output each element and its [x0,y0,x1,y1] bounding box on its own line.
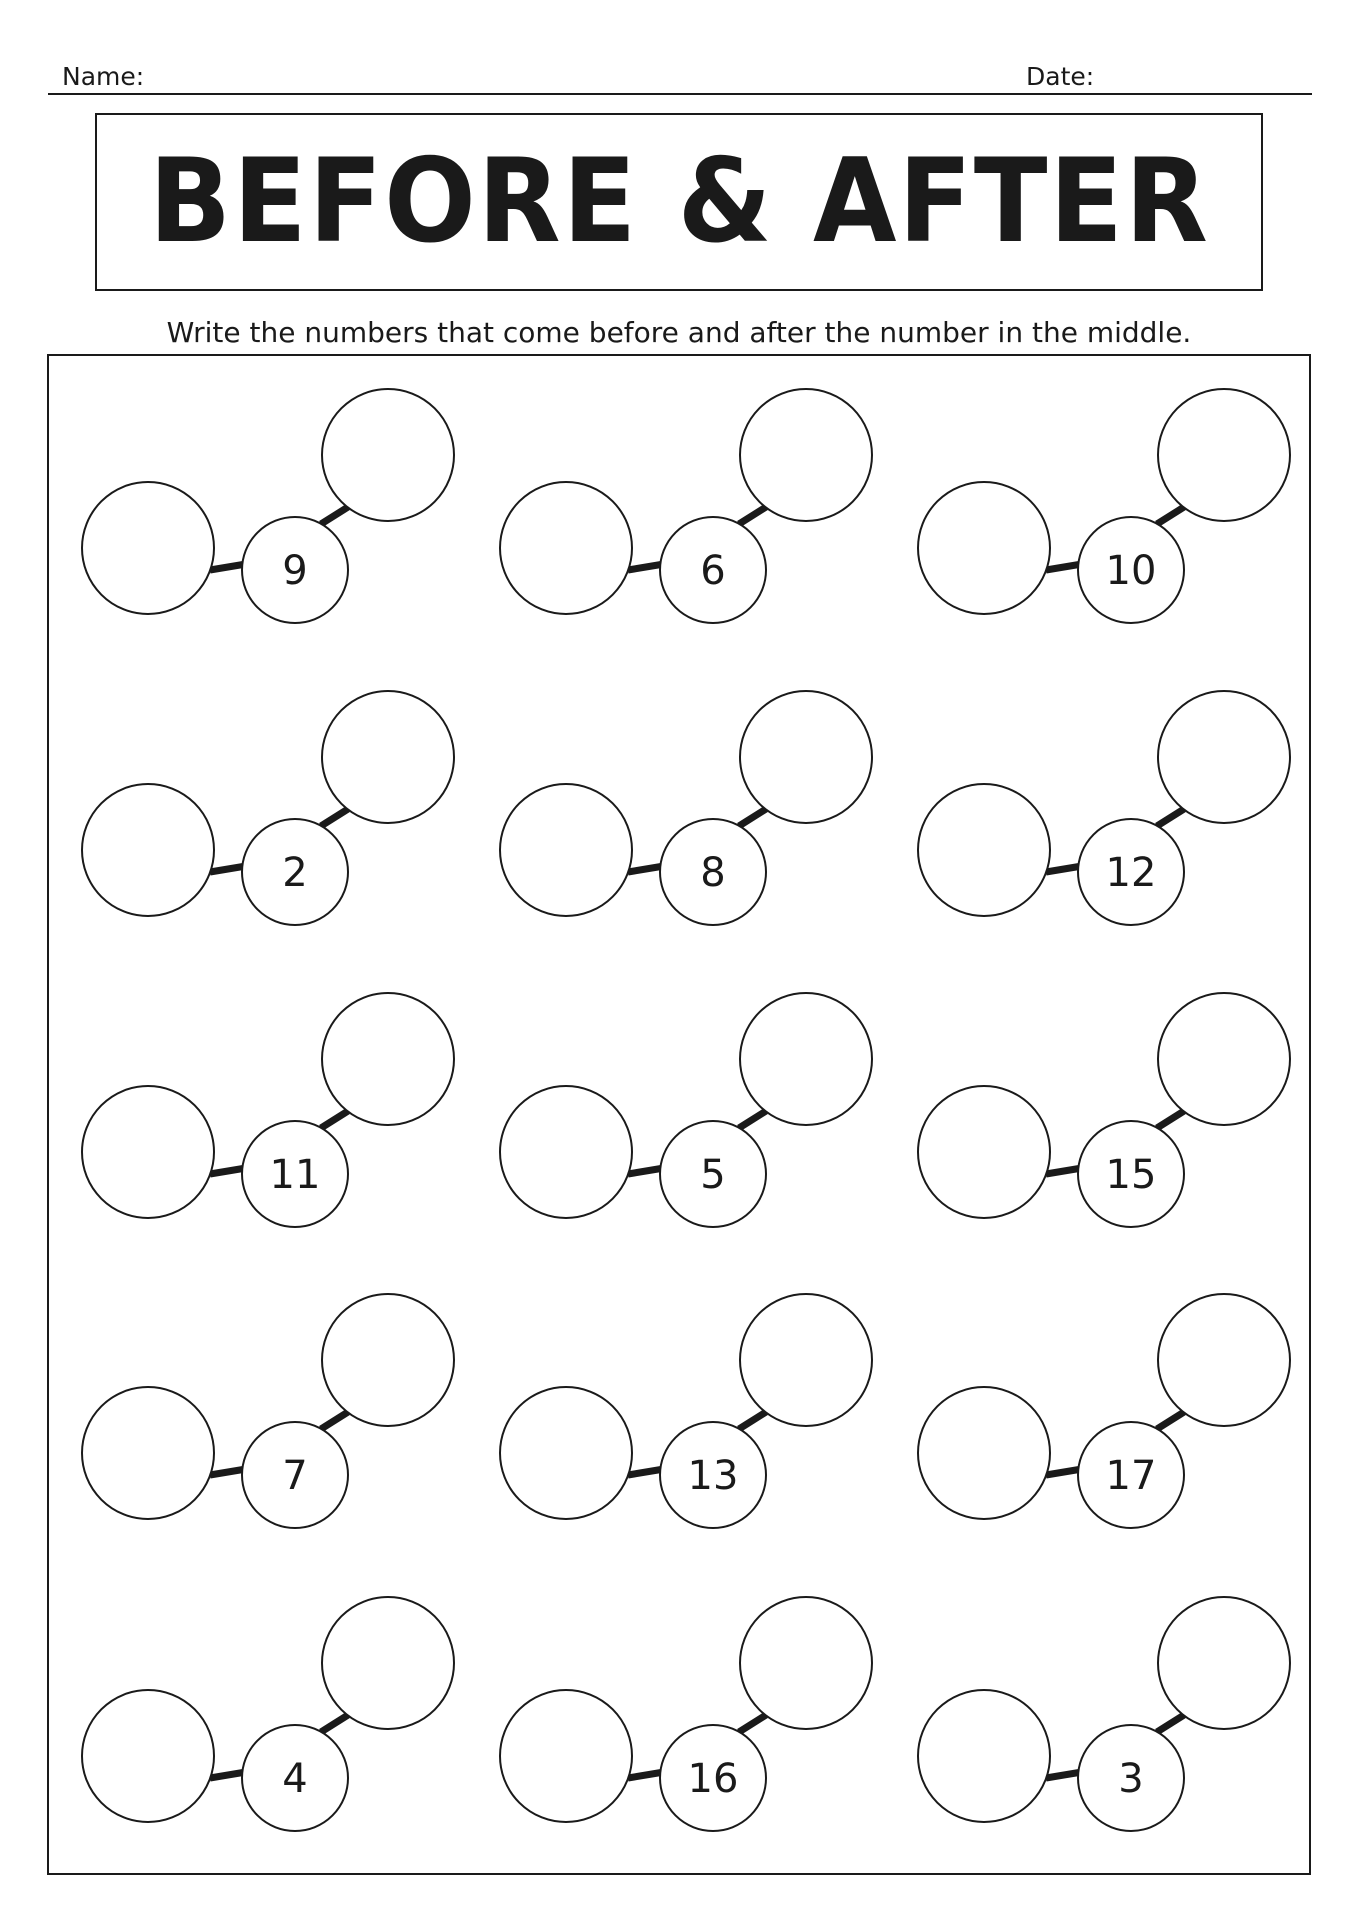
before-answer-circle[interactable] [500,784,632,916]
connector-line [1157,507,1184,524]
middle-number: 12 [1105,850,1157,896]
connector-line [1046,564,1082,570]
problem-group [500,993,872,1227]
middle-number: 11 [269,1152,321,1198]
connector-line [628,1772,664,1778]
connector-line [1157,1715,1184,1732]
connector-line [321,507,348,524]
before-answer-circle[interactable] [500,1690,632,1822]
connector-line [321,1412,348,1429]
problem-group [918,1294,1290,1528]
connector-line [628,564,664,570]
problem-group [918,1597,1290,1831]
middle-number: 17 [1105,1453,1157,1499]
date-label: Date: [1026,62,1095,91]
before-answer-circle[interactable] [918,1690,1050,1822]
connector-line [210,564,246,570]
middle-number: 6 [700,548,726,594]
middle-number: 3 [1118,1756,1144,1802]
connector-line [628,866,664,872]
connector-line [321,1111,348,1128]
before-answer-circle[interactable] [500,1086,632,1218]
after-answer-circle[interactable] [740,1294,872,1426]
connector-line [1157,809,1184,826]
before-answer-circle[interactable] [82,1086,214,1218]
connector-line [1046,1168,1082,1174]
middle-number: 7 [282,1453,308,1499]
after-answer-circle[interactable] [1158,389,1290,521]
page-title: BEFORE & AFTER [148,134,1210,269]
problem-group [500,691,872,925]
middle-number: 10 [1105,548,1157,594]
connector-line [739,1715,766,1732]
after-answer-circle[interactable] [322,389,454,521]
name-label: Name: [62,62,145,91]
before-answer-circle[interactable] [500,1387,632,1519]
after-answer-circle[interactable] [740,1597,872,1729]
connector-line [739,507,766,524]
problem-group [918,993,1290,1227]
connector-line [739,1412,766,1429]
before-answer-circle[interactable] [82,482,214,614]
problem-group [918,389,1290,623]
connector-line [210,866,246,872]
middle-number: 9 [282,548,308,594]
before-answer-circle[interactable] [918,1086,1050,1218]
connector-line [321,809,348,826]
connector-line [1157,1111,1184,1128]
after-answer-circle[interactable] [322,691,454,823]
problem-group [82,691,454,925]
connector-line [628,1469,664,1475]
after-answer-circle[interactable] [1158,1597,1290,1729]
middle-number: 8 [700,850,726,896]
before-answer-circle[interactable] [918,1387,1050,1519]
connector-line [210,1772,246,1778]
middle-number: 15 [1105,1152,1157,1198]
after-answer-circle[interactable] [740,389,872,521]
after-answer-circle[interactable] [1158,691,1290,823]
problem-group [82,993,454,1227]
problem-group [82,1294,454,1528]
after-answer-circle[interactable] [1158,993,1290,1125]
problem-group [500,389,872,623]
connector-line [1046,1772,1082,1778]
connector-line [1046,866,1082,872]
problem-group [500,1597,872,1831]
connector-line [1157,1412,1184,1429]
after-answer-circle[interactable] [740,993,872,1125]
before-answer-circle[interactable] [82,1690,214,1822]
connector-line [210,1168,246,1174]
instructions: Write the numbers that come before and after the number in the middle. [166,316,1192,349]
middle-number: 13 [687,1453,739,1499]
connector-line [1046,1469,1082,1475]
middle-number: 2 [282,850,308,896]
after-answer-circle[interactable] [1158,1294,1290,1426]
after-answer-circle[interactable] [322,1597,454,1729]
problem-group [82,1597,454,1831]
middle-number: 4 [282,1756,308,1802]
after-answer-circle[interactable] [322,1294,454,1426]
before-answer-circle[interactable] [918,784,1050,916]
before-answer-circle[interactable] [82,1387,214,1519]
connector-line [210,1469,246,1475]
connector-line [628,1168,664,1174]
before-answer-circle[interactable] [82,784,214,916]
connector-line [321,1715,348,1732]
connector-line [739,809,766,826]
connector-line [739,1111,766,1128]
after-answer-circle[interactable] [740,691,872,823]
problem-group [500,1294,872,1528]
middle-number: 16 [687,1756,739,1802]
before-answer-circle[interactable] [918,482,1050,614]
middle-number: 5 [700,1152,726,1198]
after-answer-circle[interactable] [322,993,454,1125]
problem-group [918,691,1290,925]
problem-group [82,389,454,623]
before-answer-circle[interactable] [500,482,632,614]
